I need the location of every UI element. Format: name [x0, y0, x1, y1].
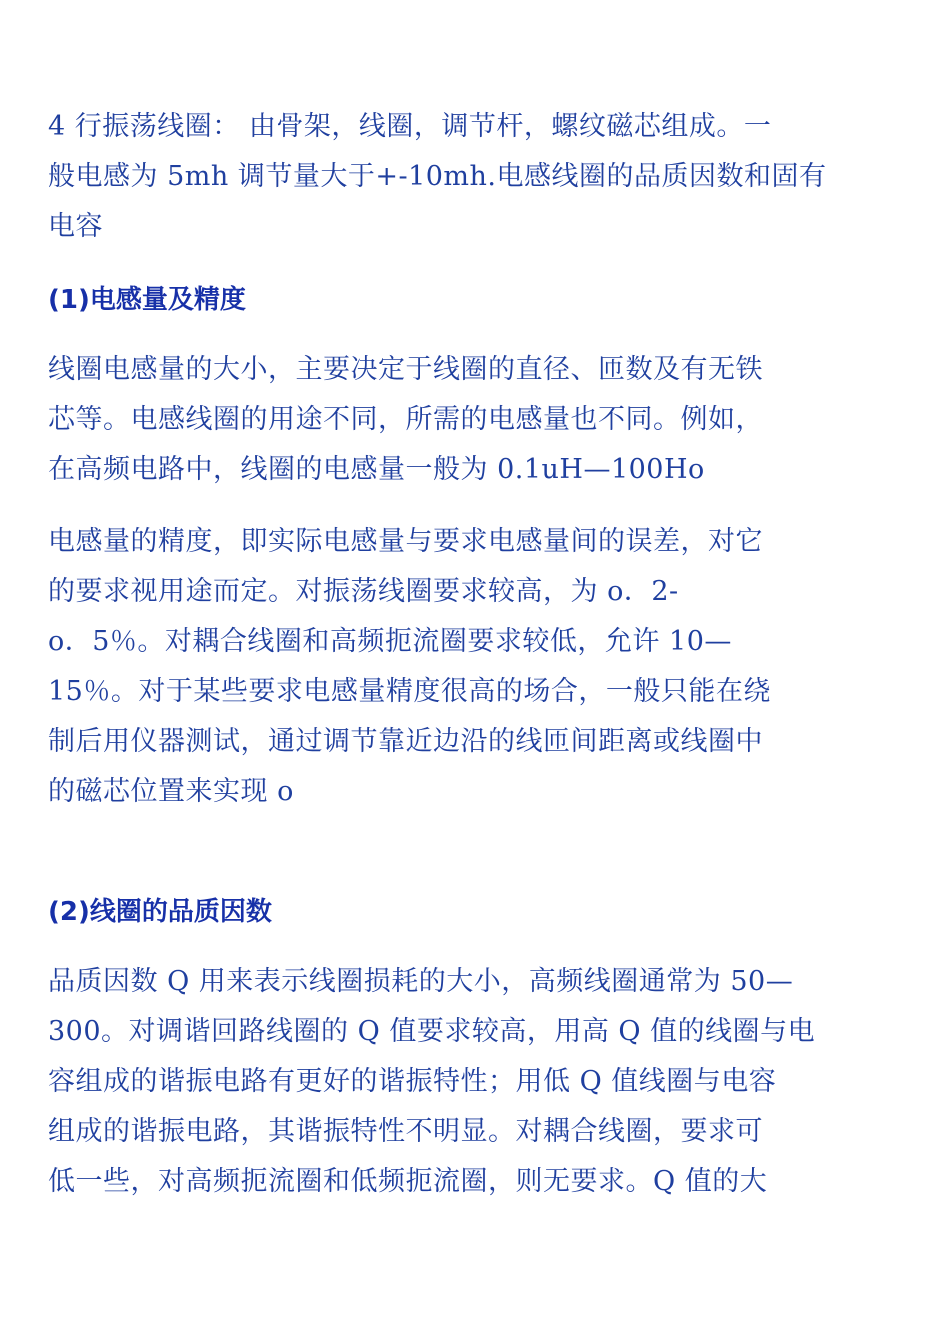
section-heading-quality-factor: (2)线圈的品质因数: [48, 897, 272, 927]
text-line: 线圈电感量的大小，主要决定于线圈的直径、匝数及有无铁: [48, 354, 763, 385]
quality-factor-paragraph: [48, 957, 828, 1207]
intro-paragraph: [48, 102, 828, 252]
text-line: o．5％。对耦合线圈和高频扼流圈要求较低，允许 10—: [48, 626, 732, 657]
text-line: 15％。对于某些要求电感量精度很高的场合，一般只能在绕: [48, 676, 771, 707]
text-line: 品质因数 Q 用来表示线圈损耗的大小，高频线圈通常为 50—: [48, 966, 794, 997]
text-line: 般电感为 5mh 调节量大于+-10mh.电感线圈的品质因数和固有: [48, 161, 827, 192]
text-line: 的磁芯位置来实现 o: [48, 776, 294, 807]
text-line: 电感量的精度，即实际电感量与要求电感量间的误差，对它: [48, 526, 763, 557]
section-heading-inductance: (1)电感量及精度: [48, 285, 246, 315]
text-line: 芯等。电感线圈的用途不同，所需的电感量也不同。例如，: [48, 404, 763, 435]
inductance-paragraph-1: [48, 345, 828, 495]
text-line: 低一些，对高频扼流圈和低频扼流圈，则无要求。Q 值的大: [48, 1166, 768, 1197]
inductance-paragraph-2: [48, 517, 828, 817]
text-line: 在高频电路中，线圈的电感量一般为 0.1uH—100Ho: [48, 454, 705, 485]
text-line: 300。对调谐回路线圈的 Q 值要求较高，用高 Q 值的线圈与电: [48, 1016, 816, 1047]
text-line: 4 行振荡线圈： 由骨架，线圈，调节杆，螺纹磁芯组成。一: [48, 111, 772, 142]
text-line: 电容: [48, 211, 103, 242]
text-line: 的要求视用途而定。对振荡线圈要求较高，为 o．2-: [48, 576, 679, 607]
text-line: 组成的谐振电路，其谐振特性不明显。对耦合线圈，要求可: [48, 1116, 763, 1147]
text-line: 容组成的谐振电路有更好的谐振特性；用低 Q 值线圈与电容: [48, 1066, 777, 1097]
text-line: 制后用仪器测试，通过调节靠近边沿的线匝间距离或线圈中: [48, 726, 763, 757]
